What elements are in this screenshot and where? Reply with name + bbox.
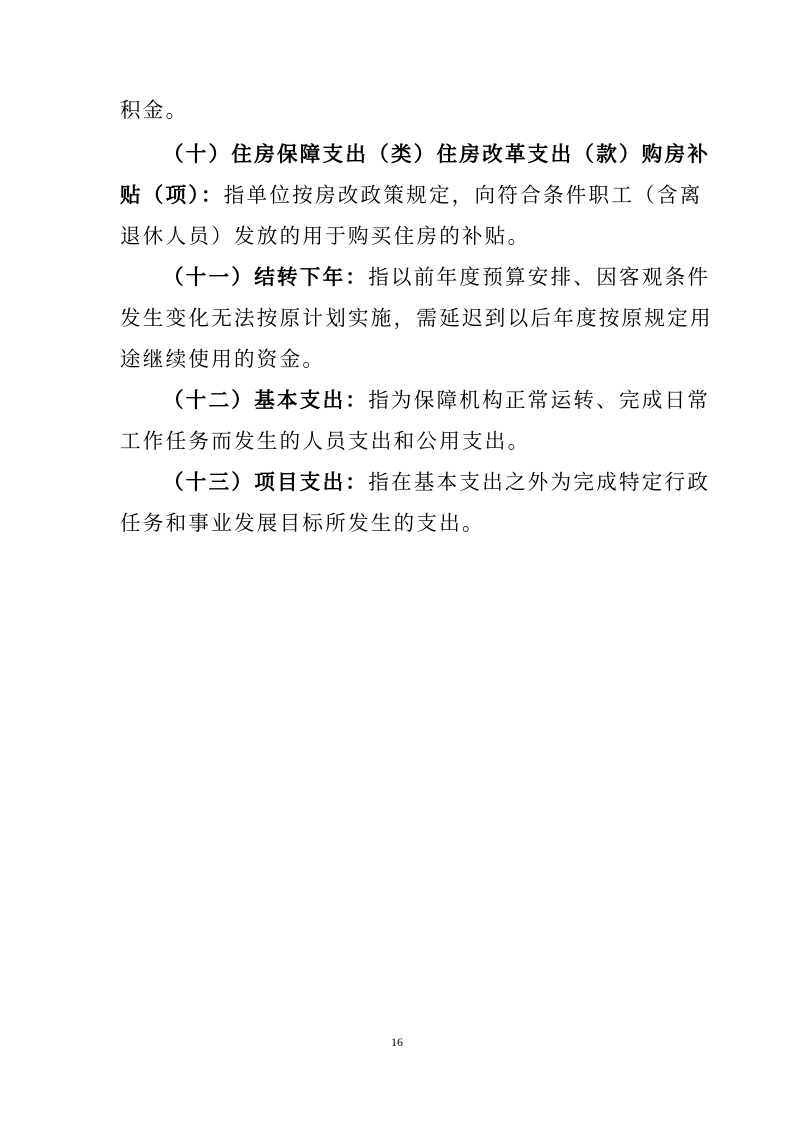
section-heading: 贴（项）： <box>120 183 224 207</box>
body-text: 指为保障机构正常运转、完成日常 <box>368 388 711 412</box>
body-text: 积金。 <box>120 98 189 122</box>
section-heading: （十）住房保障支出（类）住房改革支出（款）购房补 <box>163 142 711 166</box>
body-text: 途继续使用的资金。 <box>120 347 326 371</box>
body-text: 任务和事业发展目标所发生的支出。 <box>120 511 485 535</box>
page-number: 16 <box>391 1035 403 1049</box>
body-text: 工作任务而发生的人员支出和公用支出。 <box>120 429 531 453</box>
body-text: 指在基本支出之外为完成特定行政 <box>368 470 711 494</box>
body-text: 指单位按房改政策规定，向符合条件职工（含离 <box>223 183 703 207</box>
section-heading: （十一）结转下年： <box>163 265 369 289</box>
body-text: 发生变化无法按原计划实施，需延迟到以后年度按原规定用 <box>120 306 713 330</box>
section-10-line3 <box>120 222 530 250</box>
section-13-line1 <box>163 468 710 496</box>
section-12-line1 <box>163 386 710 414</box>
body-text: 指以前年度预算安排、因客观条件 <box>368 265 711 289</box>
section-heading: （十三）项目支出： <box>163 470 369 494</box>
section-11-line1 <box>163 263 710 291</box>
section-heading: （十二）基本支出： <box>163 388 369 412</box>
body-text: 退休人员）发放的用于购买住房的补贴。 <box>120 224 531 248</box>
section-11-line2 <box>120 304 713 332</box>
section-12-line2 <box>120 427 530 455</box>
paragraph-continuation <box>120 96 188 124</box>
section-11-line3 <box>120 345 325 373</box>
section-10-heading-line1 <box>163 140 710 168</box>
section-13-line2 <box>120 509 485 537</box>
section-10-line2 <box>120 181 703 209</box>
